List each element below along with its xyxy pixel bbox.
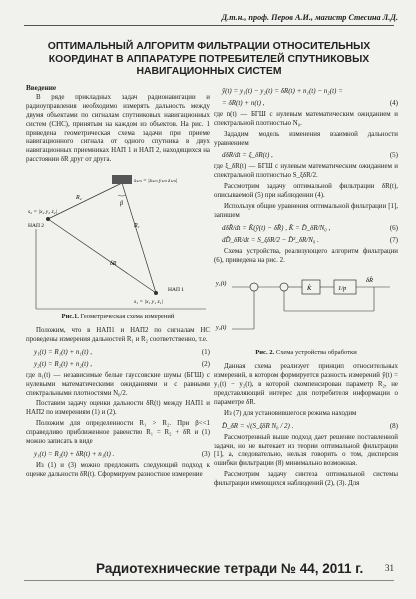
eq-body: = δR(t) + n(t) , [222,98,265,107]
equation-3 [26,450,210,459]
paragraph: где n(t) — БГШ с нулевым математическим ожиданием и спектральной плотностью N₀. [214,110,398,127]
dr-label: δR [110,261,117,268]
paragraph: Рассмотренный выше подход дает решение поставленной задачи, но не вытекает из теории оптимальной фильтрации [1], а, следовательно, нельзя говорить о том, дисперсия ошибки фильтрации (8) минимально возможная. [214,433,398,468]
caption-label: Рис.1. [61,313,79,321]
figure-1-geometry [26,169,210,311]
eq-number: (4) [389,98,398,107]
r2-label: R₂ [76,195,82,202]
satellite-icon [112,175,132,184]
title-line: ОПТИМАЛЬНЫЙ АЛГОРИТМ ФИЛЬТРАЦИИ ОТНОСИТЕЛЬНЫХ [47,41,371,52]
section-heading: Введение [26,84,57,92]
title-line: КООРДИНАТ В АППАРАТУРЕ ПОТРЕБИТЕЛЕЙ СПУТНИКОВЫХ [48,53,370,65]
y1-label: y₁(t) [216,281,227,288]
page-number: 31 [385,563,394,573]
paragraph: Рассмотрим задачу синтеза оптимальной системы фильтрации имеющихся наблюдений (2), (3). Для [214,471,398,488]
paragraph: Положим для определенности R₁ > R₂. При β<<1 справедливо приближенное равенство R₁ = R₂ + δR и (1) можно записать в виде [26,420,210,446]
paper-title [22,41,396,79]
output-label: δR̂ [366,277,373,285]
paragraph: Из (1) и (3) можно предложить следующий подход к оценке дальности δR(t). Сформируем разностное измерение [26,461,210,478]
equation-8 [214,422,398,431]
integrator-label: 1/p [338,285,347,293]
sum1-icon [250,283,258,291]
nap2-label: НАП 2 [28,223,45,230]
paragraph: Используя общие уравнения оптимальной фильтрации [1], запишем [214,202,398,219]
paragraph: Поставим задачу оценки дальности δR(t) между НАП1 и НАП2 по измерениям (1) и (2). [26,400,210,417]
paragraph: Положим, что в НАП1 и НАП2 по сигналам НС проведены измерения дальностей R₁ и R₂ соответственно, т.е. [26,327,210,343]
eq-body: dD̂_δR/dt = S_ξδR/2 − D̂²_δR/N₀ . [222,235,319,244]
paragraph: Данная схема реализует принцип относительных измерений, в котором формируется разность измерений ỹ(t) = y₁(t) − y₂(t), в которой скомпенсирован параметр R₂, не представляющий интерес для потребителя информации о параметре δR. [214,363,398,406]
nap2-point [46,217,50,221]
beta-arc [118,195,126,196]
gain-label: K̂ [307,285,312,293]
paragraph: В ряде прикладных задач радионавигации и радиоуправления необходимо измерять дальность между двумя объектами по сигналам спутниковых навигационных систем (СНС), принятым на каждом из объектов. На рис. 1 приведена геометрическая схема задачи при приеме навигационного сигнала от одного спутника в двух навигационных приемниках НАП 1 и НАП 2, находящихся на расстоянии δR друг от друга. [26,93,210,164]
eq-body: y₂(t) = R₂(t) + n₂(t) , [34,359,92,368]
figure-2-caption [214,349,398,358]
equation-4 [214,87,398,96]
equation-1 [26,348,210,357]
r1-line [122,183,156,293]
authors: Д.т.н., проф. Перов А.И., магистр Стесина Л.Д. [221,13,398,22]
eq-body: y₁(t) = R₁(t) + n₁(t) , [34,347,92,356]
equation-5 [214,151,398,160]
equation-2 [26,360,210,369]
eq-number: (1) [201,347,210,356]
eq-number: (6) [389,223,398,232]
y2-label: y₂(t) [216,325,227,332]
eq-body: dδR̂/dt = K̂(ỹ(t) − δR̂) , K̂ = D̂_δR/N₀ , [222,223,331,232]
eq-number: (5) [389,151,398,160]
caption-text: Геометрическая схема измерений [78,313,175,321]
eq-number: (2) [201,359,210,368]
equation-6 [214,224,398,233]
nap1-vector: s₁ = |x₁ y₁ z₁| [134,299,164,306]
figure-2-block-diagram [214,269,398,347]
eq-body: D̂_δR = √(S_ξδR N₀ / 2) . [222,421,294,430]
eq-number: (3) [201,449,210,458]
paragraph: где ξ_δR(t) — БГШ с нулевым математическим ожиданием и спектральной плотностью S_ξδR/2. [214,163,398,180]
eq-body: ỹ(t) = y₁(t) − y₂(t) = δR(t) + n₁(t) − n₂(t) = [222,87,343,95]
paragraph: Рассмотрим задачу оптимальной фильтрации δR(t), описываемой (5) при наблюдении (4). [214,183,398,200]
sat-label: sₛₘ = |xₛₘ yₛₘ zₛₘ| [134,178,178,185]
top-rule [24,25,394,26]
eq-number: (8) [389,421,398,430]
beta-label: β [120,201,123,208]
dr-line [48,219,156,293]
equation-7 [214,236,398,245]
paragraph: Из (7) для установившегося режима находим [224,409,357,417]
eq-number: (7) [389,235,398,244]
nap1-point [154,291,158,295]
eq-body: y₁(t) = R₂(t) + δR(t) + n₁(t) . [34,449,115,458]
nap1-label: НАП 1 [168,287,185,294]
left-column [26,84,210,482]
eq-body: dδR/dt = ξ_δR(t) , [222,151,273,160]
bottom-rule [24,580,394,581]
nap2-vector: s₂ = |x₂ y₂ z₂| [28,209,58,216]
caption-text: Схема устройства обработки [274,349,357,357]
r2-line [48,183,122,219]
caption-label: Рис. 2. [255,349,275,357]
sum2-icon [280,283,288,291]
paragraph: Зададим модель изменения взаимной дальности уравнением [214,130,398,147]
r1-label: R₁ [134,223,140,230]
equation-4-cont [214,99,398,108]
figure-1-caption [26,313,210,322]
title-line: НАВИГАЦИОННЫХ СИСТЕМ [136,66,282,77]
paragraph: Схема устройства, реализующего алгоритм фильтрации (6), приведена на рис. 2. [214,247,398,264]
journal-footer: Радиотехнические тетради № 44, 2011 г. [96,561,364,576]
paragraph: где n₁(t) — независимые белые гауссовские шумы (БГШ) с нулевыми математическими ожиданиями и с равными спектральными плотностями N₀/2. [26,371,210,397]
right-column [214,84,398,491]
